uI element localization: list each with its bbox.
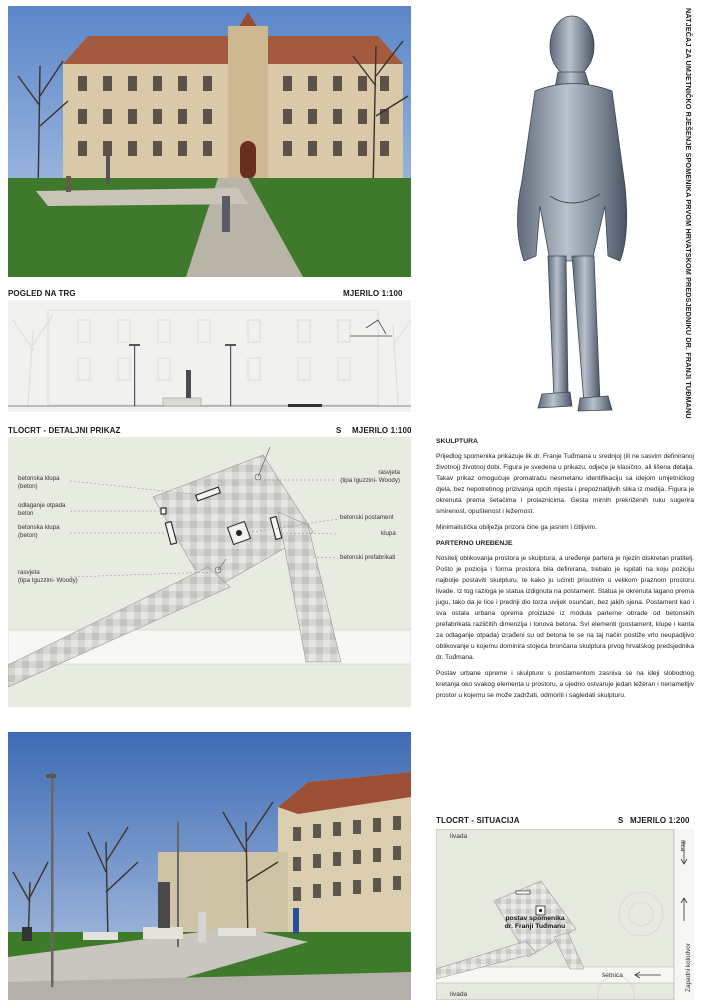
label-lighting-right: rasvjeta (tipa Iguzzini- Woody) <box>340 469 400 484</box>
street-label-boulevard: Zapadni kolodvor <box>685 942 692 992</box>
situation-title: TLOCRT - SITUACIJA <box>436 816 520 825</box>
section-heading-sculpture: SKULPTURA <box>436 438 478 445</box>
label-bench: klupa <box>381 530 396 537</box>
competition-title-vertical: NATJEČAJ ZA UMJETNIČKO RJEŠENJE SPOMENIKA PRVOM HRVATSKOM PREDSJEDNIKU DR. FRANJI TUĐMANU <box>684 8 693 419</box>
elevation-drawing <box>8 300 411 412</box>
situation-scale: MJERILO 1:200 <box>630 816 690 825</box>
label-lighting-left: rasvjeta (tipa Iguzzini- Woody) <box>18 569 78 584</box>
situation-north-marker: S <box>618 816 624 825</box>
plan-detail-title: TLOCRT - DETALJNI PRIKAZ <box>8 426 121 435</box>
paragraph-layout: Postav urbane opreme i skulpture s postamentom zasniva se na ideji slobodnog kretanja oko svakog elementa u prostoru, a ujedno ostvaruje jedan ležeran i nenametljiv prostor u kojemu se može zadržati, odmoriti i sagledati skulpturu. <box>436 670 694 699</box>
label-waste-bin: odlaganje otpada beton <box>18 502 66 517</box>
sculpture-figure <box>480 6 680 418</box>
label-concrete-bench-2: betonska klupa (beton) <box>18 524 60 539</box>
meadow-label-top: livada <box>450 833 468 840</box>
square-view-photo <box>8 6 411 277</box>
section-heading-landscaping: PARTERNO UREĐENJE <box>436 540 513 547</box>
paragraph-sculpture: Prijedlog spomenika prikazuje lik dr. Franje Tuđmana u srednjoj (ili ne sasvim definiranoj životnoj) životnoj dobi. Figura je svedena u prikazu, odjeće je klasično, ali lišena detalja. Takav prikaz omogućuje promatraču nesmetanu identifikaciju sa idejom umjetničkog djela, bez nepotrebnog prizivanja općih mjesta i prepoznatljivih slika iz medija. Figura je okrenuta prema šetačima i prolaznicima. Gesta mirnih prekriženih ruku sugerira smirenost, opuštenost i ležernost. <box>436 453 694 515</box>
label-concrete-prefabs: betonski prefabrikati <box>340 554 396 561</box>
plan-detail-north-marker: S <box>336 426 342 435</box>
paragraph-minimalism: Minimalistička obilježja prizora čine ga jasnim i čitljivim. <box>436 524 597 531</box>
street-label-ilica: Ilica <box>679 840 686 852</box>
monument-site-label: postav spomenika dr. Franji Tuđmanu <box>504 915 566 930</box>
meadow-label-bottom: livada <box>450 991 468 998</box>
plan-detail-scale: MJERILO 1:100 <box>352 426 412 435</box>
monument-perspective-photo <box>8 732 411 1000</box>
promenade-label: šetnica <box>602 972 623 979</box>
view-scale: MJERILO 1:100 <box>343 289 403 298</box>
label-concrete-bench-1: betonska klupa (beton) <box>18 475 60 490</box>
label-concrete-pedestal: betonski postament <box>340 514 394 521</box>
description-text <box>436 436 694 706</box>
paragraph-landscaping: Nositelj oblikovanja prostora je skulptura, a uređenje partera je njezin diskretan pratitelj. Pošto je pozicija i forma prostora bila definirana, trebalo je ispitati na koju poziciju najbolje postaviti skulpturu, te kako ju učiniti prisutnim u velikom praznom prostoru livade. Iz tog razloga je statua izdignuta na postament. Statua je okrenuta lagano prema jugu, tako da je lice i prednji dio torza uvijek osunčan, bez jakih sjena. Postament kao i sva ostala urbana oprema proizlaze iz modula parterne obrade od betonskih prefabrikata različitih dimenzija i tonova betona. Svi elementi (postament, klupe i kanta za odlaganje otpada) izrađeni su od betona te se na taj način postiže vrlo neupadljivo oblikovanje u kojemu dominira stojeća brončana skulptura prvog hrvatskog predsjednika dr. Tuđmana. <box>436 555 694 661</box>
view-title: POGLED NA TRG <box>8 289 76 298</box>
